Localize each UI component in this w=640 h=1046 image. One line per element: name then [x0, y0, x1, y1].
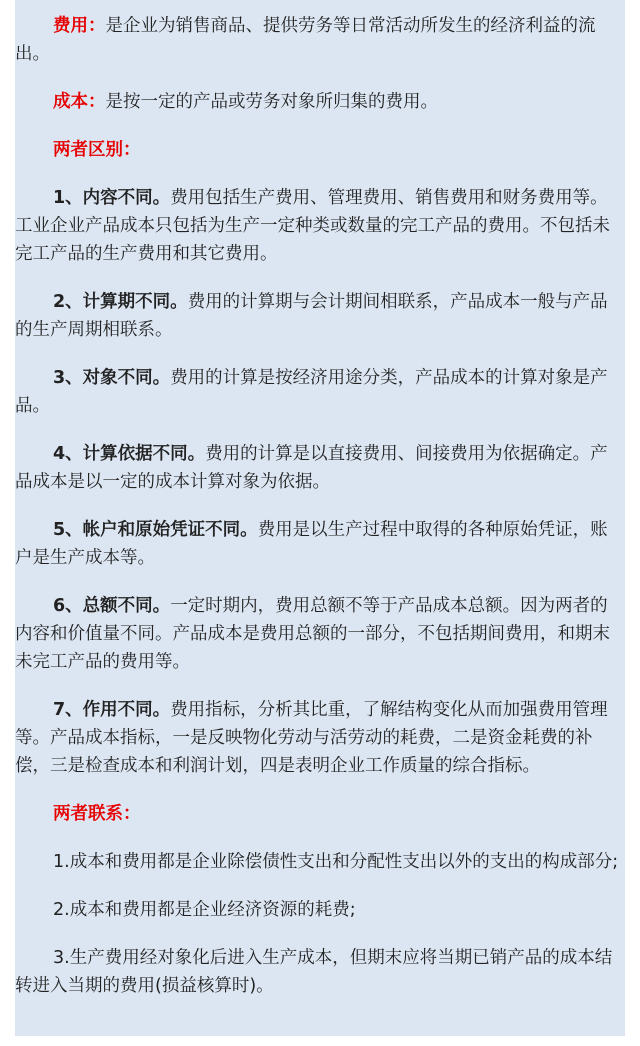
relation-item: 2.成本和费用都是企业经济资源的耗费; [53, 900, 356, 920]
definition-expense [15, 12, 625, 68]
difference-title: 3、对象不同。 [53, 368, 171, 388]
difference-text: 费用的计算是按经济用途分类，产品成本的计算对象是产品。 [15, 368, 608, 416]
difference-title: 4、计算依据不同。 [53, 444, 206, 464]
difference-item [15, 184, 625, 268]
difference-text: 费用的计算是以直接费用、间接费用为依据确定。产品成本是以一定的成本计算对象为依据。 [15, 444, 608, 492]
difference-title: 6、总额不同。 [53, 596, 171, 616]
definition-cost [15, 88, 625, 116]
relation-item: 3.生产费用经对象化后进入生产成本，但期末应将当期已销产品的成本结转进入当期的费用(损益核算时)。 [15, 948, 613, 996]
difference-text: 费用是以生产过程中取得的各种原始凭证，账户是生产成本等。 [15, 520, 608, 568]
relations-heading: 两者联系： [53, 804, 141, 824]
relation-item: 1.成本和费用都是企业除偿债性支出和分配性支出以外的支出的构成部分; [53, 852, 619, 872]
definition-cost-text: 是按一定的产品或劳务对象所归集的费用。 [105, 92, 438, 112]
difference-title: 2、计算期不同。 [53, 292, 188, 312]
differences-heading-paragraph [15, 136, 625, 164]
term-expense: 费用： [53, 16, 106, 36]
differences-heading: 两者区别： [53, 140, 141, 160]
difference-title: 7、作用不同。 [53, 700, 171, 720]
difference-text: 一定时期内，费用总额不等于产品成本总额。因为两者的内容和价值量不同。产品成本是费用总额的一部分，不包括期间费用，和期末未完工产品的费用等。 [15, 596, 610, 672]
difference-text: 费用的计算期与会计期间相联系，产品成本一般与产品的生产周期相联系。 [15, 292, 608, 340]
difference-text: 费用包括生产费用、管理费用、销售费用和财务费用等。工业企业产品成本只包括为生产一定种类或数量的完工产品的费用。不包括未完工产品的生产费用和其它费用。 [15, 188, 610, 264]
definition-expense-text: 是企业为销售商品、提供劳务等日常活动所发生的经济利益的流出。 [15, 16, 596, 64]
difference-text: 费用指标，分析其比重，了解结构变化从而加强费用管理等。产品成本指标，一是反映物化劳动与活劳动的耗费，二是资金耗费的补偿，三是检查成本和利润计划，四是表明企业工作质量的综合指标。 [15, 700, 608, 776]
article-body [15, 12, 625, 1016]
difference-item [15, 516, 625, 572]
difference-item [15, 288, 625, 344]
difference-item [15, 440, 625, 496]
difference-title: 5、帐户和原始凭证不同。 [53, 520, 258, 540]
difference-item [15, 592, 625, 676]
term-cost: 成本： [53, 92, 106, 112]
difference-title: 1、内容不同。 [53, 188, 171, 208]
difference-item [15, 364, 625, 420]
relations-heading-paragraph [15, 800, 625, 828]
difference-item [15, 696, 625, 780]
